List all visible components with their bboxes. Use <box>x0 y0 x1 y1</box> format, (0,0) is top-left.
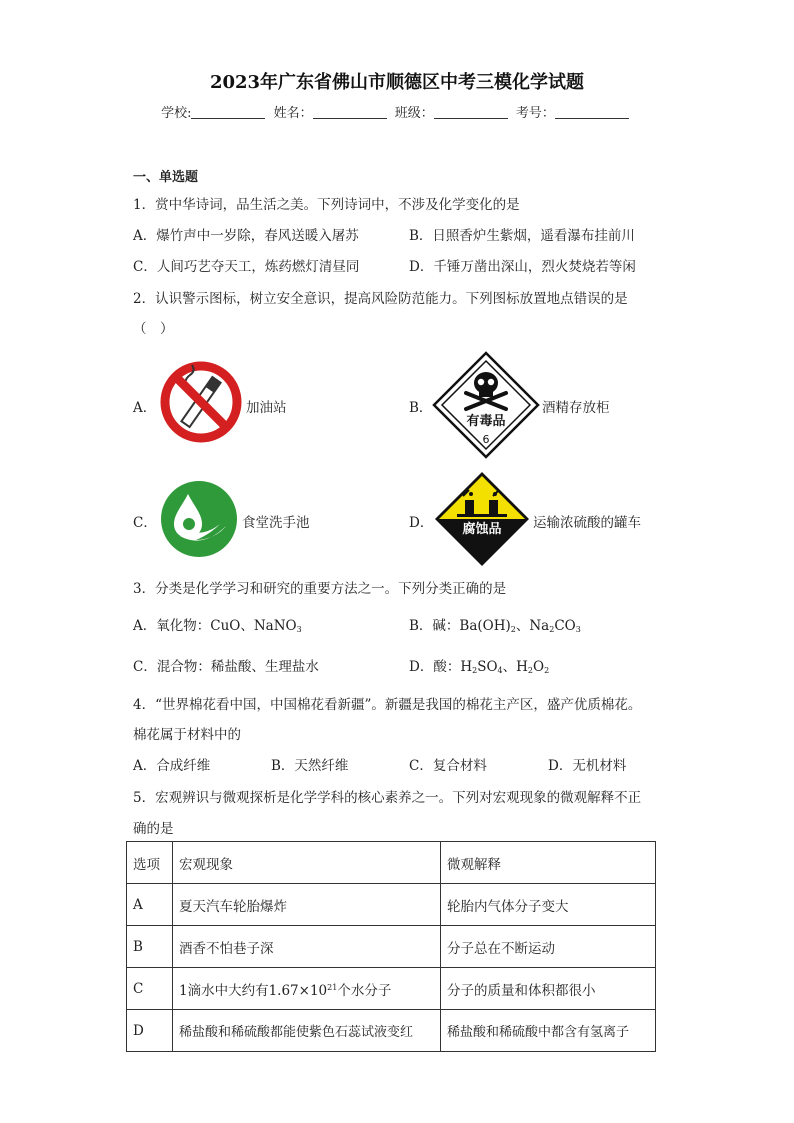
q5-table <box>126 841 656 1052</box>
toxic-class-number: 6 <box>482 433 490 446</box>
q2-paren: （ ） <box>133 321 174 337</box>
table-header-cell: 微观解释 <box>441 842 656 884</box>
row-c-exponent: 21 <box>327 982 338 992</box>
q3-d-sub2: 4 <box>497 666 503 675</box>
table-cell: A <box>127 884 173 926</box>
class-blank[interactable] <box>434 105 508 119</box>
name-blank[interactable] <box>313 105 387 119</box>
q2-option-b-text: 酒精存放柜 <box>542 400 610 416</box>
q3-d-sub4: 2 <box>544 666 550 675</box>
q5-stem-line2: 确的是 <box>133 821 174 837</box>
q3-b-co: CO <box>554 618 576 634</box>
q4-stem-line1: 4．“世界棉花看中国，中国棉花看新疆”。新疆是我国的棉花主产区，盛产优质棉花。 <box>133 697 642 713</box>
table-cell: B <box>127 926 173 968</box>
q4-option-d: D．无机材料 <box>548 758 627 774</box>
q4-option-b: B．天然纤维 <box>271 758 349 774</box>
q3-b-hydroxide: (OH) <box>477 618 511 634</box>
table-header-row <box>127 842 656 884</box>
q3-b-sub2: 2 <box>549 625 555 634</box>
q2-option-b-letter: B． <box>409 400 433 416</box>
table-row <box>127 968 656 1010</box>
q3-b-text: B．碱：Ba <box>409 618 478 634</box>
q3-d-sub3: 2 <box>527 666 533 675</box>
toxic-hazard-icon <box>432 351 540 459</box>
q3-stem: 3．分类是化学学习和研究的重要方法之一。下列分类正确的是 <box>133 581 507 597</box>
water-saving-icon <box>160 480 238 558</box>
table-cell: 分子的质量和体积都很小 <box>441 968 656 1010</box>
q2-option-c-text: 食堂洗手池 <box>242 515 310 531</box>
q3-option-a <box>133 614 302 634</box>
table-header-cell: 宏观现象 <box>173 842 441 884</box>
q3-d-sub1: 2 <box>472 666 478 675</box>
q4-option-a: A．合成纤维 <box>133 758 211 774</box>
q1-option-c: C．人间巧艺夺天工，炼药燃灯清昼同 <box>133 259 360 275</box>
student-info-line <box>0 102 794 121</box>
class-label: 班级： <box>394 106 434 121</box>
name-label: 姓名： <box>273 106 313 121</box>
table-header-cell: 选项 <box>127 842 173 884</box>
q3-b-sub3: 3 <box>575 625 581 634</box>
q2-option-d-text: 运输浓硫酸的罐车 <box>533 515 641 531</box>
table-cell: 轮胎内气体分子变大 <box>441 884 656 926</box>
q3-d-sep: 、H <box>502 659 528 675</box>
toxic-label: 有毒品 <box>466 414 506 429</box>
school-label: 学校: <box>161 106 192 121</box>
table-cell: C <box>127 968 173 1010</box>
q1-option-a: A．爆竹声中一岁除，春风送暖入屠苏 <box>133 228 359 244</box>
q5-stem-line1: 5．宏观辨识与微观探析是化学学科的核心素养之一。下列对宏观现象的微观解释不正 <box>133 790 642 806</box>
q3-b-sub1: 2 <box>510 625 516 634</box>
q2-option-d-letter: D． <box>409 515 434 531</box>
q3-a-sub: 3 <box>296 625 302 634</box>
row-c-text: 1滴水中大约有1.67×10 <box>179 982 328 999</box>
table-cell: 酒香不怕巷子深 <box>173 926 441 968</box>
q3-d-o: O <box>533 659 545 675</box>
q3-a-text: A．氧化物：CuO、NaNO <box>133 618 297 634</box>
q3-option-c: C．混合物：稀盐酸、生理盐水 <box>133 659 319 675</box>
q3-b-sep: 、Na <box>515 618 550 634</box>
table-cell: 分子总在不断运动 <box>441 926 656 968</box>
q1-option-d: D．千锤万凿出深山，烈火焚烧若等闲 <box>409 259 636 275</box>
q2-option-a-letter: A． <box>133 400 157 416</box>
q1-stem: 1．赏中华诗词，品生活之美。下列诗词中，不涉及化学变化的是 <box>133 197 520 213</box>
page-title: 2023年广东省佛山市顺德区中考三模化学试题 <box>209 72 585 93</box>
q2-stem: 2．认识警示图标，树立安全意识，提高风险防范能力。下列图标放置地点错误的是 <box>133 291 628 307</box>
table-cell: 夏天汽车轮胎爆炸 <box>173 884 441 926</box>
table-cell: D <box>127 1010 173 1052</box>
table-cell: 稀盐酸和稀硫酸中都含有氢离子 <box>441 1010 656 1052</box>
table-cell <box>173 968 441 1010</box>
no-smoking-icon <box>158 359 244 445</box>
table-row <box>127 926 656 968</box>
q4-stem-line2: 棉花属于材料中的 <box>133 727 241 743</box>
exam-no-label: 考号： <box>515 106 555 121</box>
section-heading: 一、单选题 <box>133 170 199 185</box>
q3-option-d <box>409 655 549 675</box>
q2-option-c-letter: C． <box>133 515 157 531</box>
q4-option-c: C．复合材料 <box>409 758 487 774</box>
corrosive-hazard-icon <box>433 470 531 568</box>
q3-d-so: SO <box>477 659 498 675</box>
table-cell: 稀盐酸和稀硫酸都能使紫色石蕊试液变红 <box>173 1010 441 1052</box>
school-blank[interactable] <box>191 105 265 119</box>
table-row <box>127 884 656 926</box>
corrosive-label: 腐蚀品 <box>462 522 502 537</box>
q3-d-text: D．酸：H <box>409 659 473 675</box>
q2-option-a-text: 加油站 <box>246 400 287 416</box>
q1-option-b: B．日照香炉生紫烟，遥看瀑布挂前川 <box>409 228 635 244</box>
row-c-suffix: 个水分子 <box>337 982 392 999</box>
exam-no-blank[interactable] <box>555 105 629 119</box>
table-row <box>127 1010 656 1052</box>
q3-option-b <box>409 614 581 634</box>
